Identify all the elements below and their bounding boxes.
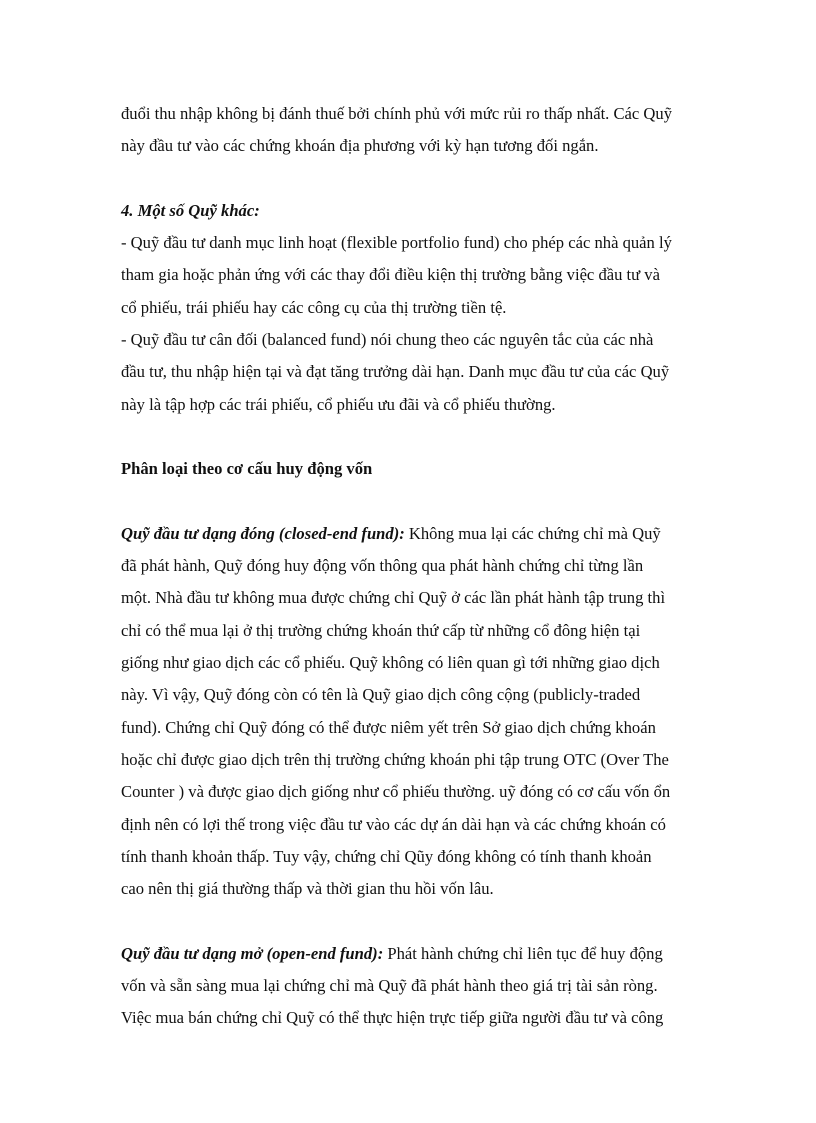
paragraph-gap [121,421,699,453]
text-line [121,938,699,970]
text-line: Việc mua bán chứng chỉ Quỹ có thể thực hiện trực tiếp giữa người đầu tư và công [121,1008,664,1028]
section-heading: 4. Một số Quỹ khác: [121,200,260,220]
text-line: này đầu tư vào các chứng khoán địa phương với kỳ hạn tương đối ngắn. [121,136,599,156]
text-line: fund). Chứng chỉ Quỹ đóng có thể được niêm yết trên Sở giao dịch chứng khoán [121,717,656,737]
text-line: Counter ) và được giao dịch giống như cổ phiếu thường. uỹ đóng có cơ cấu vốn ổn [121,782,671,802]
text-line: giống như giao dịch các cổ phiếu. Quỹ không có liên quan gì tới những giao dịch [121,653,660,673]
text-line: đã phát hành, Quỹ đóng huy động vốn thông qua phát hành chứng chỉ từng lần [121,556,644,576]
text-line: đầu tư, thu nhập hiện tại và đạt tăng trưởng dài hạn. Danh mục đầu tư của các Quỹ [121,362,670,382]
classification-heading: Phân loại theo cơ cấu huy động vốn [121,459,373,479]
paragraph-closed-end-fund [121,518,699,906]
text-line: hoặc chỉ được giao dịch trên thị trường chứng khoán phi tập trung OTC (Over The [121,749,669,769]
text-line: một. Nhà đầu tư không mua được chứng chỉ Quỹ ở các lần phát hành tập trung thì [121,588,666,608]
text-line: tính thanh khoản thấp. Tuy vậy, chứng chỉ Qũy đóng không có tính thanh khoản [121,846,652,866]
section-other-funds [121,195,699,421]
open-end-fund-term: Quỹ đầu tư dạng mở (open-end fund): [121,943,384,963]
paragraph-gap [121,486,699,518]
text-line: vốn và sẵn sàng mua lại chứng chỉ mà Quỹ đã phát hành theo giá trị tài sản ròng. [121,976,658,996]
text-line: đuổi thu nhập không bị đánh thuế bởi chính phủ với mức rủi ro thấp nhất. Các Quỹ [121,104,673,123]
text-line: cổ phiếu, trái phiếu hay các công cụ của thị trường tiền tệ. [121,297,507,317]
paragraph-gap [121,905,699,937]
paragraph-open-end-fund [121,938,699,1035]
text-line: này. Vì vậy, Quỹ đóng còn có tên là Quỹ giao dịch công cộng (publicly-traded [121,685,641,705]
text-line: chỉ có thể mua lại ở thị trường chứng khoán thứ cấp từ những cổ đông hiện tại [121,620,641,640]
text-line: cao nên thị giá thường thấp và thời gian thu hồi vốn lâu. [121,879,494,899]
closed-end-fund-term: Quỹ đầu tư dạng đóng (closed-end fund): [121,523,405,543]
text-fragment: Phát hành chứng chỉ liên tục để huy động [383,943,663,963]
paragraph-intro [121,98,699,163]
text-line: này là tập hợp các trái phiếu, cổ phiếu ưu đãi và cổ phiếu thường. [121,394,556,414]
text-line [121,518,699,550]
text-line: - Quỹ đầu tư cân đối (balanced fund) nói chung theo các nguyên tắc của các nhà [121,330,654,350]
text-line: định nên có lợi thế trong việc đầu tư vào các dự án dài hạn và các chứng khoán có [121,814,666,834]
text-line: - Quỹ đầu tư danh mục linh hoạt (flexible portfolio fund) cho phép các nhà quản lý [121,233,672,253]
paragraph-gap [121,163,699,195]
document-body [121,98,699,1035]
text-fragment: Không mua lại các chứng chỉ mà Quỹ [404,523,661,543]
text-line: tham gia hoặc phản ứng với các thay đổi điều kiện thị trường bằng việc đầu tư và [121,265,660,285]
